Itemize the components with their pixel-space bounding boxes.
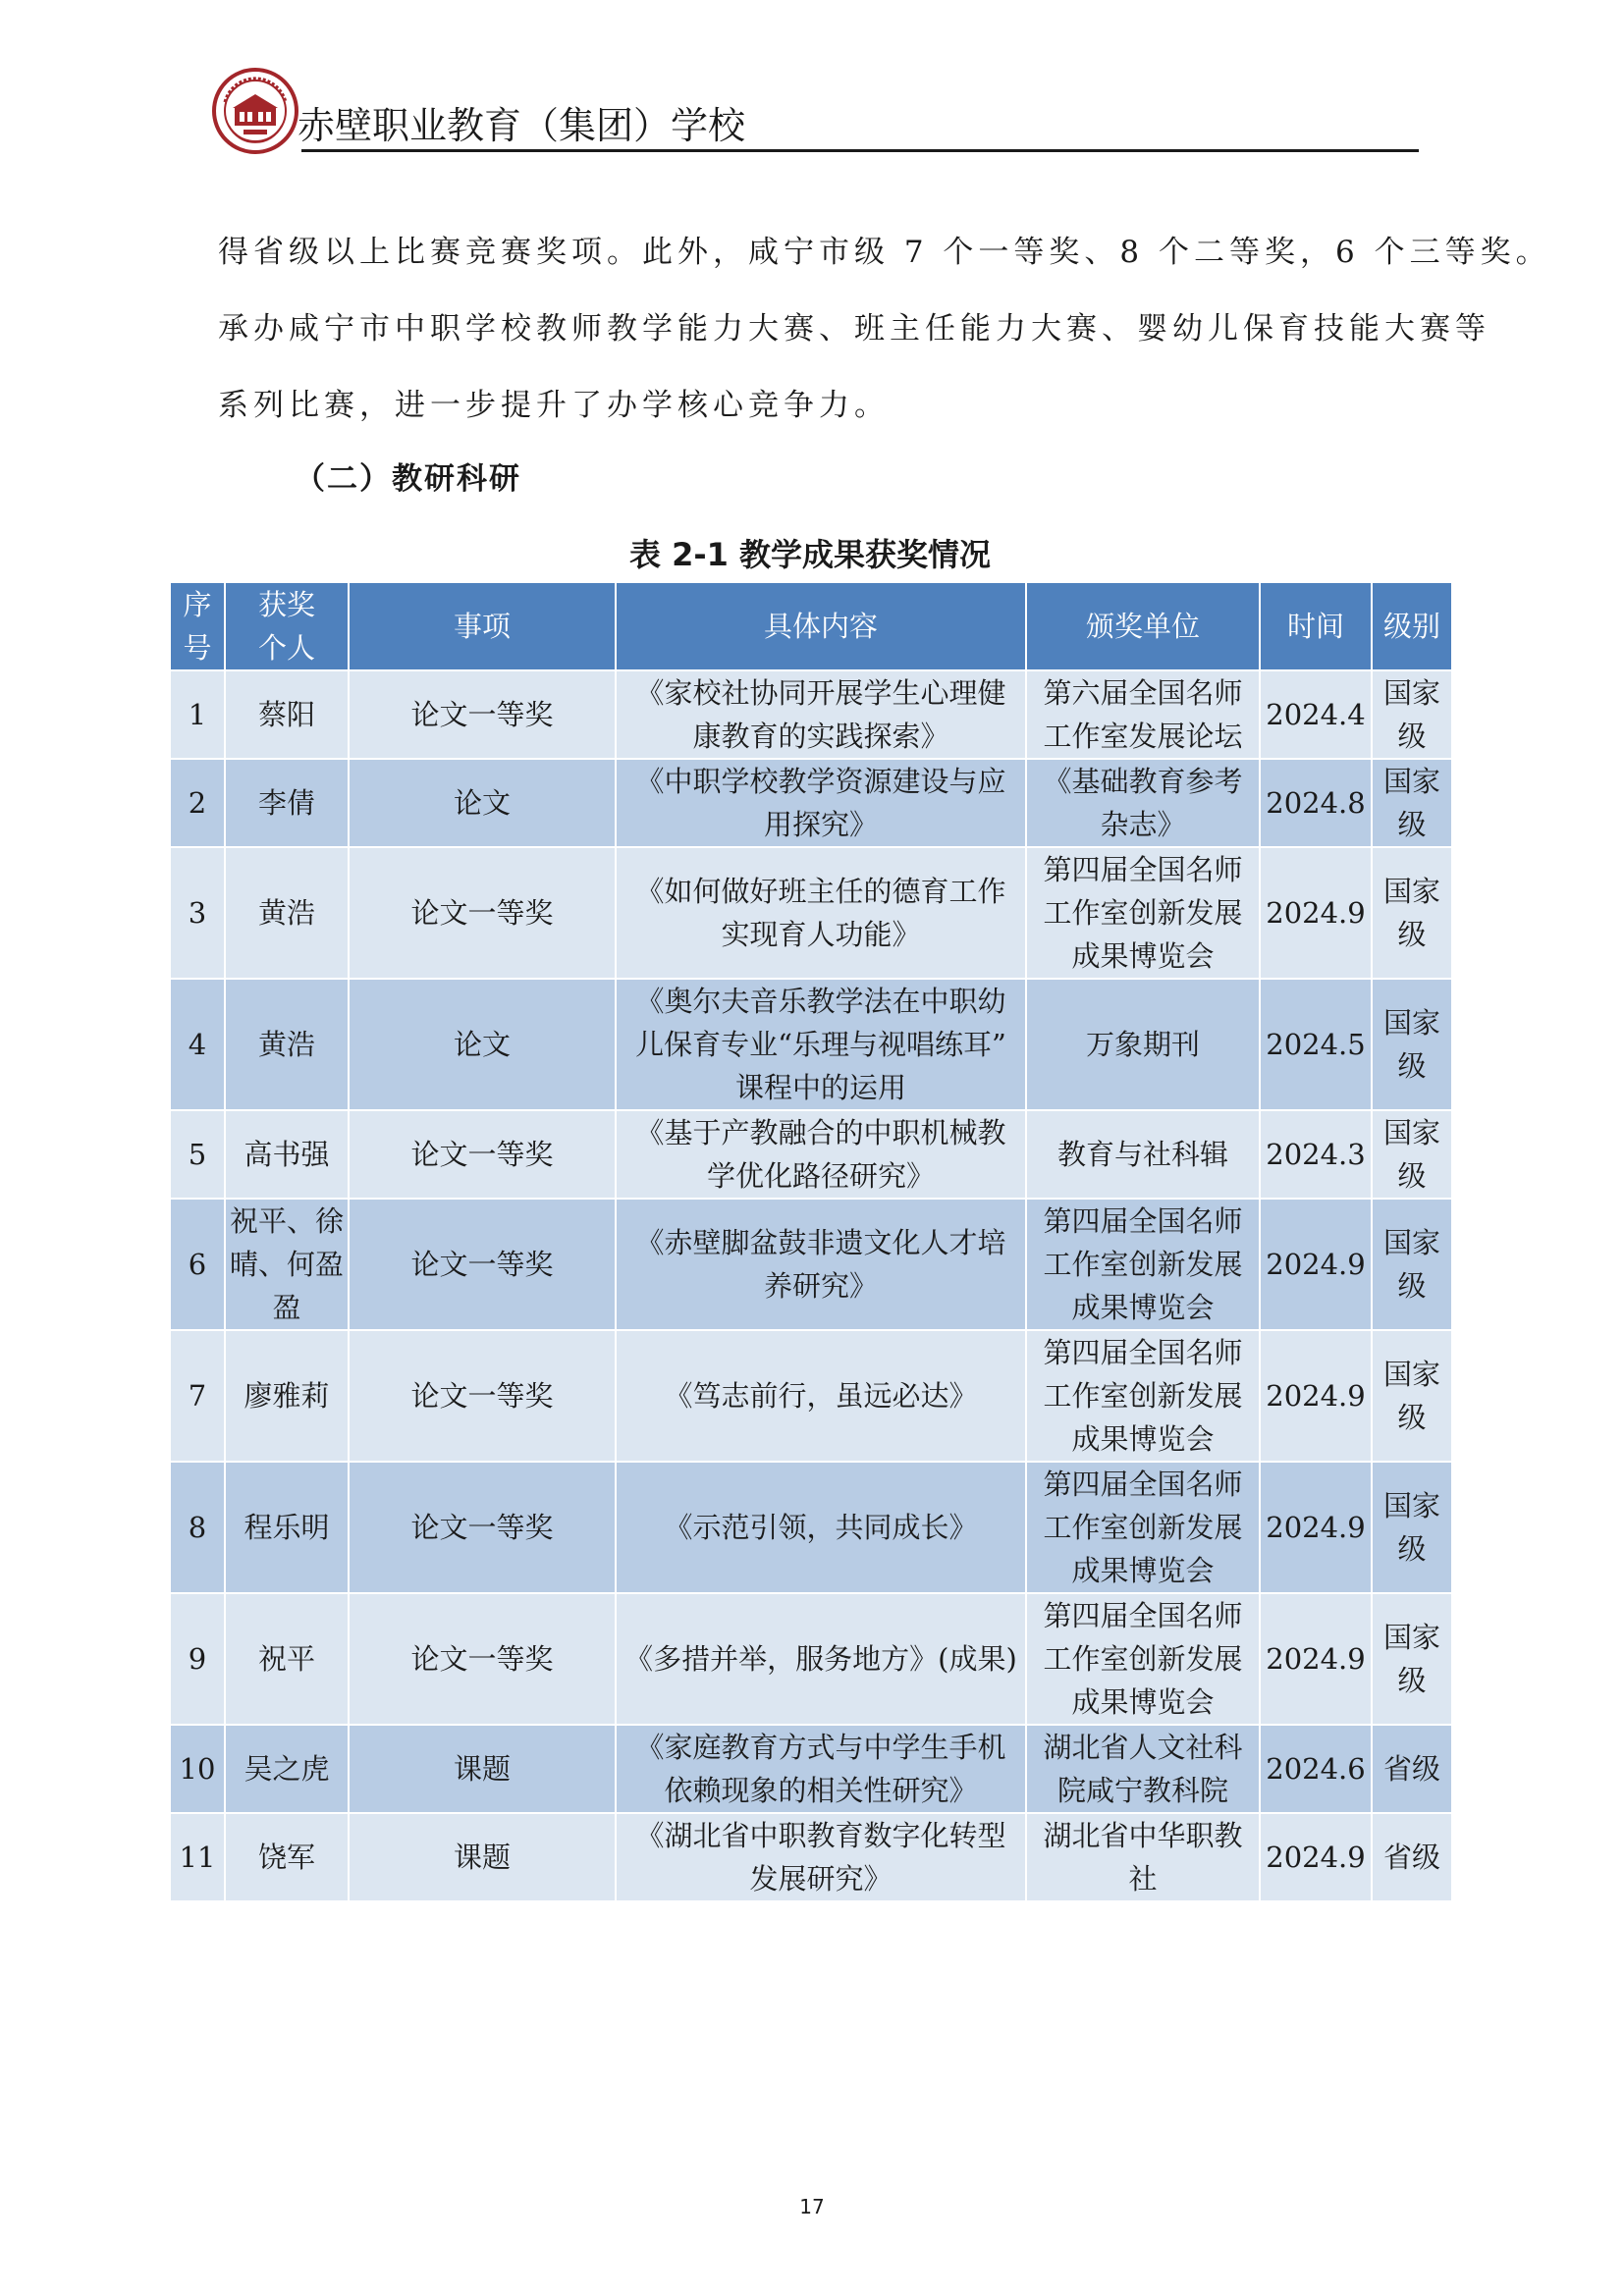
cell-level-line: 级 bbox=[1397, 1269, 1427, 1303]
cell-content bbox=[616, 670, 1026, 759]
header-person bbox=[225, 582, 349, 670]
cell-content bbox=[616, 1593, 1026, 1725]
cell-item: 论文一等奖 bbox=[349, 847, 616, 979]
cell-unit-line: 杂志》 bbox=[1100, 808, 1186, 841]
cell-time: 2024.3 bbox=[1260, 1110, 1372, 1199]
cell-no: 4 bbox=[170, 979, 225, 1110]
cell-no: 5 bbox=[170, 1110, 225, 1199]
cell-person-line: 吴之虎 bbox=[244, 1752, 330, 1786]
cell-person bbox=[225, 1110, 349, 1199]
cell-time: 2024.9 bbox=[1260, 847, 1372, 979]
cell-unit bbox=[1026, 1330, 1260, 1462]
body-paragraph bbox=[218, 214, 1551, 444]
table-row bbox=[170, 847, 1452, 979]
cell-unit bbox=[1026, 847, 1260, 979]
cell-person bbox=[225, 1199, 349, 1330]
cell-unit-line: 社 bbox=[1128, 1862, 1158, 1896]
table-row bbox=[170, 1110, 1452, 1199]
cell-content-line: 康教育的实践探索》 bbox=[692, 720, 949, 753]
cell-level-line: 国家 bbox=[1382, 765, 1440, 798]
cell-unit-line: 工作室创新发展 bbox=[1043, 896, 1243, 930]
cell-time: 2024.9 bbox=[1260, 1330, 1372, 1462]
cell-level-line: 国家 bbox=[1382, 1116, 1440, 1149]
cell-unit-line: 《基础教育参考 bbox=[1043, 765, 1243, 798]
cell-item: 课题 bbox=[349, 1813, 616, 1901]
cell-content-line: 依赖现象的相关性研究》 bbox=[664, 1774, 978, 1807]
school-name: 赤壁职业教育（集团）学校 bbox=[298, 104, 746, 147]
cell-no: 9 bbox=[170, 1593, 225, 1725]
table-row bbox=[170, 1199, 1452, 1330]
header-divider bbox=[301, 149, 1419, 152]
cell-unit-line: 第四届全国名师 bbox=[1043, 1468, 1243, 1501]
cell-item: 论文一等奖 bbox=[349, 670, 616, 759]
cell-level-line: 级 bbox=[1397, 918, 1427, 951]
cell-person-line: 黄浩 bbox=[257, 896, 315, 930]
cell-level-line: 级 bbox=[1397, 720, 1427, 753]
cell-unit bbox=[1026, 1593, 1260, 1725]
cell-person bbox=[225, 1593, 349, 1725]
cell-time: 2024.4 bbox=[1260, 670, 1372, 759]
cell-unit-line: 成果博览会 bbox=[1071, 1291, 1215, 1324]
table-row bbox=[170, 759, 1452, 847]
cell-no: 2 bbox=[170, 759, 225, 847]
cell-person-line: 晴、何盈 bbox=[229, 1248, 344, 1281]
cell-person-line: 李倩 bbox=[257, 786, 315, 820]
cell-content bbox=[616, 1330, 1026, 1462]
cell-person-line: 黄浩 bbox=[257, 1028, 315, 1061]
header-content: 具体内容 bbox=[616, 582, 1026, 670]
page-number: 17 bbox=[799, 2195, 825, 2218]
cell-content-line: 《多措并举，服务地方》(成果) bbox=[624, 1642, 1017, 1676]
cell-content-line: 《中职学校教学资源建设与应 bbox=[635, 765, 1006, 798]
cell-level bbox=[1372, 1462, 1452, 1593]
cell-unit-line: 成果博览会 bbox=[1071, 1554, 1215, 1587]
cell-no: 11 bbox=[170, 1813, 225, 1901]
cell-level-line: 级 bbox=[1397, 1159, 1427, 1193]
cell-time: 2024.9 bbox=[1260, 1199, 1372, 1330]
cell-content-line: 学优化路径研究》 bbox=[706, 1159, 935, 1193]
cell-unit-line: 湖北省中华职教 bbox=[1043, 1819, 1243, 1852]
cell-item: 论文一等奖 bbox=[349, 1110, 616, 1199]
cell-unit bbox=[1026, 1110, 1260, 1199]
cell-level bbox=[1372, 1199, 1452, 1330]
cell-unit bbox=[1026, 759, 1260, 847]
cell-level-line: 省级 bbox=[1382, 1752, 1440, 1786]
cell-level bbox=[1372, 1725, 1452, 1813]
cell-unit-line: 工作室创新发展 bbox=[1043, 1642, 1243, 1676]
cell-level bbox=[1372, 1330, 1452, 1462]
cell-item: 论文 bbox=[349, 979, 616, 1110]
cell-item: 论文 bbox=[349, 759, 616, 847]
cell-item: 论文一等奖 bbox=[349, 1462, 616, 1593]
body-line: 承办咸宁市中职学校教师教学能力大赛、班主任能力大赛、婴幼儿保育技能大赛等 bbox=[218, 311, 1490, 347]
cell-person-line: 饶军 bbox=[257, 1841, 315, 1874]
cell-person-line: 祝平 bbox=[257, 1642, 315, 1676]
table-row bbox=[170, 1813, 1452, 1901]
cell-level-line: 国家 bbox=[1382, 1006, 1440, 1040]
cell-content-line: 《家校社协同开展学生心理健 bbox=[635, 676, 1006, 710]
cell-content bbox=[616, 1813, 1026, 1901]
cell-level bbox=[1372, 1110, 1452, 1199]
cell-content-line: 《湖北省中职教育数字化转型 bbox=[635, 1819, 1006, 1852]
cell-person bbox=[225, 1813, 349, 1901]
header-no-line: 序 bbox=[183, 588, 212, 621]
cell-level-line: 级 bbox=[1397, 1532, 1427, 1566]
cell-content bbox=[616, 979, 1026, 1110]
cell-content-line: 《家庭教育方式与中学生手机 bbox=[635, 1731, 1006, 1764]
table-row bbox=[170, 670, 1452, 759]
cell-person bbox=[225, 670, 349, 759]
cell-no: 3 bbox=[170, 847, 225, 979]
table-row bbox=[170, 1330, 1452, 1462]
cell-unit bbox=[1026, 1813, 1260, 1901]
cell-content-line: 用探究》 bbox=[763, 808, 878, 841]
cell-unit-line: 第六届全国名师 bbox=[1043, 676, 1243, 710]
header-item: 事项 bbox=[349, 582, 616, 670]
cell-unit bbox=[1026, 1462, 1260, 1593]
cell-content-line: 《奥尔夫音乐教学法在中职幼 bbox=[635, 985, 1006, 1018]
table-row bbox=[170, 1725, 1452, 1813]
awards-table bbox=[169, 581, 1453, 1902]
cell-person-line: 祝平、徐 bbox=[229, 1204, 344, 1238]
cell-unit-line: 工作室创新发展 bbox=[1043, 1379, 1243, 1413]
body-line: 系列比赛，进一步提升了办学核心竞争力。 bbox=[218, 388, 890, 423]
cell-person-line: 高书强 bbox=[244, 1138, 330, 1171]
cell-content-line: 发展研究》 bbox=[749, 1862, 893, 1896]
table-body bbox=[170, 670, 1452, 1901]
cell-level-line: 国家 bbox=[1382, 875, 1440, 908]
cell-person bbox=[225, 1725, 349, 1813]
cell-content bbox=[616, 1725, 1026, 1813]
header-person-line: 获奖 bbox=[257, 588, 315, 621]
cell-unit-line: 工作室发展论坛 bbox=[1043, 720, 1243, 753]
cell-level-line: 国家 bbox=[1382, 1621, 1440, 1654]
cell-unit-line: 成果博览会 bbox=[1071, 939, 1215, 973]
cell-unit-line: 第四届全国名师 bbox=[1043, 1599, 1243, 1632]
cell-time: 2024.9 bbox=[1260, 1813, 1372, 1901]
cell-person-line: 廖雅莉 bbox=[244, 1379, 330, 1413]
table-row bbox=[170, 979, 1452, 1110]
cell-content bbox=[616, 759, 1026, 847]
cell-unit-line: 湖北省人文社科 bbox=[1043, 1731, 1243, 1764]
cell-level bbox=[1372, 847, 1452, 979]
cell-content-line: 《赤壁脚盆鼓非遗文化人才培 bbox=[635, 1226, 1006, 1259]
cell-person bbox=[225, 979, 349, 1110]
cell-unit-line: 第四届全国名师 bbox=[1043, 1336, 1243, 1369]
cell-item: 论文一等奖 bbox=[349, 1199, 616, 1330]
cell-content-line: 《如何做好班主任的德育工作 bbox=[635, 875, 1006, 908]
cell-person bbox=[225, 759, 349, 847]
cell-level-line: 国家 bbox=[1382, 1489, 1440, 1522]
cell-no: 1 bbox=[170, 670, 225, 759]
header-no bbox=[170, 582, 225, 670]
cell-content bbox=[616, 847, 1026, 979]
cell-level bbox=[1372, 670, 1452, 759]
header-no-line: 号 bbox=[183, 631, 212, 665]
cell-content-line: 实现育人功能》 bbox=[721, 918, 921, 951]
cell-level-line: 级 bbox=[1397, 1664, 1427, 1697]
cell-unit-line: 万象期刊 bbox=[1085, 1028, 1200, 1061]
cell-unit bbox=[1026, 1199, 1260, 1330]
section-title: （二）教研科研 bbox=[295, 461, 521, 497]
table-row bbox=[170, 1593, 1452, 1725]
cell-time: 2024.9 bbox=[1260, 1462, 1372, 1593]
cell-level-line: 级 bbox=[1397, 808, 1427, 841]
cell-unit bbox=[1026, 670, 1260, 759]
cell-person bbox=[225, 847, 349, 979]
cell-unit bbox=[1026, 1725, 1260, 1813]
header-person-line: 个人 bbox=[257, 631, 315, 665]
body-line: 得省级以上比赛竞赛奖项。此外，咸宁市级 7 个一等奖、8 个二等奖，6 个三等奖。 bbox=[218, 235, 1551, 270]
cell-person-line: 程乐明 bbox=[244, 1511, 330, 1544]
cell-no: 7 bbox=[170, 1330, 225, 1462]
cell-level bbox=[1372, 979, 1452, 1110]
cell-content bbox=[616, 1199, 1026, 1330]
cell-time: 2024.9 bbox=[1260, 1593, 1372, 1725]
cell-person bbox=[225, 1330, 349, 1462]
cell-unit-line: 工作室创新发展 bbox=[1043, 1248, 1243, 1281]
cell-content-line: 养研究》 bbox=[763, 1269, 878, 1303]
cell-unit-line: 成果博览会 bbox=[1071, 1685, 1215, 1719]
cell-level-line: 国家 bbox=[1382, 1358, 1440, 1391]
cell-level bbox=[1372, 759, 1452, 847]
table-title: 表 2-1 教学成果获奖情况 bbox=[628, 536, 992, 573]
cell-person-line: 盈 bbox=[272, 1291, 301, 1324]
cell-level-line: 级 bbox=[1397, 1401, 1427, 1434]
page-header bbox=[211, 61, 1419, 155]
cell-content-line: 《基于产教融合的中职机械教 bbox=[635, 1116, 1006, 1149]
table-row bbox=[170, 1462, 1452, 1593]
cell-level-line: 级 bbox=[1397, 1049, 1427, 1083]
cell-unit bbox=[1026, 979, 1260, 1110]
cell-content bbox=[616, 1462, 1026, 1593]
cell-unit-line: 院咸宁教科院 bbox=[1056, 1774, 1228, 1807]
cell-unit-line: 成果博览会 bbox=[1071, 1422, 1215, 1456]
cell-content-line: 儿保育专业“乐理与视唱练耳” bbox=[635, 1028, 1006, 1061]
cell-level-line: 省级 bbox=[1382, 1841, 1440, 1874]
cell-person bbox=[225, 1462, 349, 1593]
cell-person-line: 蔡阳 bbox=[257, 698, 315, 731]
cell-level bbox=[1372, 1593, 1452, 1725]
cell-item: 课题 bbox=[349, 1725, 616, 1813]
header-time: 时间 bbox=[1260, 582, 1372, 670]
cell-level-line: 国家 bbox=[1382, 1226, 1440, 1259]
cell-unit-line: 工作室创新发展 bbox=[1043, 1511, 1243, 1544]
header-level: 级别 bbox=[1372, 582, 1452, 670]
table-header-row bbox=[170, 582, 1452, 670]
school-seal-logo-icon bbox=[211, 67, 299, 155]
cell-unit-line: 第四届全国名师 bbox=[1043, 853, 1243, 886]
cell-unit-line: 教育与社科辑 bbox=[1056, 1138, 1228, 1171]
cell-time: 2024.8 bbox=[1260, 759, 1372, 847]
cell-content-line: 《示范引领，共同成长》 bbox=[664, 1511, 978, 1544]
cell-no: 6 bbox=[170, 1199, 225, 1330]
cell-unit-line: 第四届全国名师 bbox=[1043, 1204, 1243, 1238]
cell-item: 论文一等奖 bbox=[349, 1593, 616, 1725]
cell-content-line: 课程中的运用 bbox=[734, 1071, 906, 1104]
cell-item: 论文一等奖 bbox=[349, 1330, 616, 1462]
cell-no: 8 bbox=[170, 1462, 225, 1593]
cell-time: 2024.6 bbox=[1260, 1725, 1372, 1813]
cell-level-line: 国家 bbox=[1382, 676, 1440, 710]
cell-no: 10 bbox=[170, 1725, 225, 1813]
cell-time: 2024.5 bbox=[1260, 979, 1372, 1110]
cell-level bbox=[1372, 1813, 1452, 1901]
cell-content-line: 《笃志前行，虽远必达》 bbox=[664, 1379, 978, 1413]
cell-content bbox=[616, 1110, 1026, 1199]
header-unit: 颁奖单位 bbox=[1026, 582, 1260, 670]
